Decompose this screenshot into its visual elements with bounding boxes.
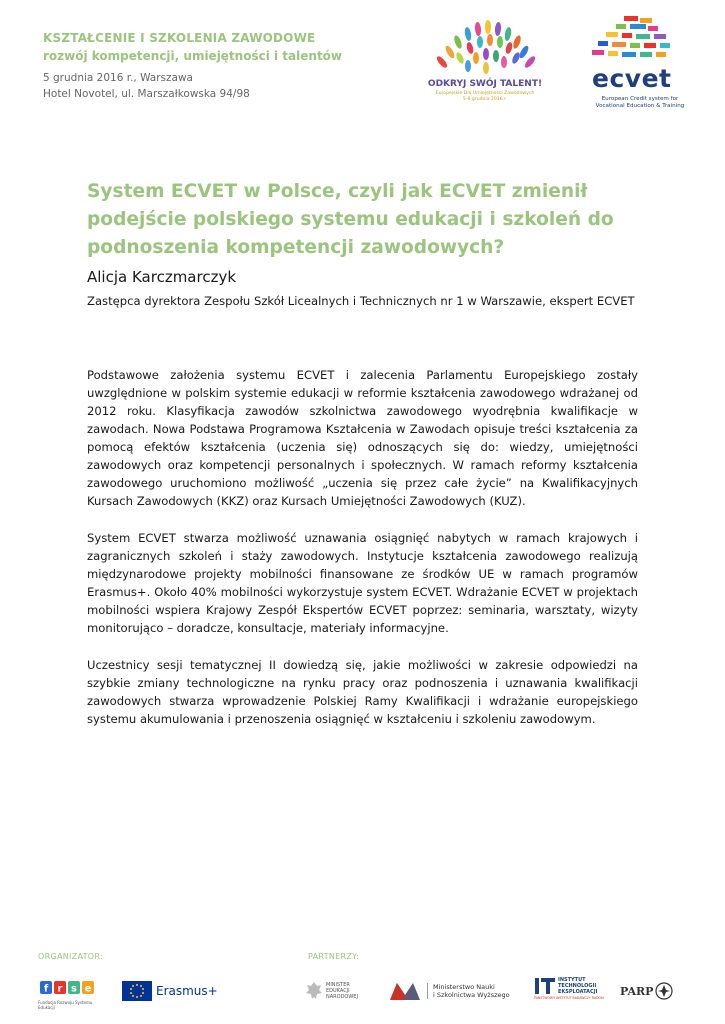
odkryj-logo-title: ODKRYJ SWÓJ TALENT! [427, 79, 543, 89]
event-date: 5 grudnia 2016 r., Warszawa [43, 72, 193, 84]
itee-line4: PAŃSTWOWY INSTYTUT BADAWCZY RADOM [534, 996, 604, 1000]
men-logo [305, 978, 373, 1004]
body-paragraph: Uczestnicy sesji tematycznej II dowiedzą się, jakie możliwości w zakresie odpowiedzi na szybkie zmiany technologiczne na rynku pracy oraz podnoszenia i uznawania kwalifikacji zawodowych stwarza wprowadzenie Polskiej Ramy Kwalifikacji i wdrażanie europejskiego systemu akumulowania i przenoszenia osiągnięć w kształceniu i szkoleniu zawodowym. [87, 658, 638, 726]
odkryj-logo-sub2: 5-9 grudnia 2016 r. [462, 97, 508, 102]
ecvet-logo-word: ecvet [592, 64, 672, 93]
men-logo-line1: MINISTER [326, 982, 350, 988]
men-logo-line2: EDUKACJI [326, 988, 350, 994]
parp-logo-text: PARP [620, 984, 654, 998]
mnisw-logo-line2: i Szkolnictwa Wyższego [433, 991, 510, 999]
itee-line1: INSTYTUT [558, 977, 586, 983]
partners-label: PARTNERZY: [308, 952, 360, 961]
svg-text:f: f [43, 983, 49, 995]
document-title: System ECVET w Polsce, czyli jak ECVET zmienił podejście polskiego systemu edukacji i szkoleń do podnoszenia kompetencji zawodowych? [87, 181, 614, 258]
mnisw-m-icon [389, 981, 421, 1001]
odkryj-logo-subtitle [420, 91, 550, 103]
leaf-cloud-icon [420, 18, 550, 80]
svg-text:e: e [84, 983, 92, 995]
frse-letters-icon [38, 978, 98, 996]
author-name: Alicja Karczmarczyk [87, 268, 237, 286]
men-logo-line3: NARODOWEJ [326, 994, 358, 1000]
event-subtitle: rozwój kompetencji, umiejętności i talentów [43, 49, 343, 63]
parp-logo [620, 980, 682, 1002]
erasmus-logo [122, 980, 232, 1002]
ecvet-logo-sub2: Vocational Education & Training [595, 103, 685, 109]
itee-emblem-icon [534, 976, 556, 996]
ecvet-tiles-icon [578, 14, 698, 66]
body-paragraph: Podstawowe założenia systemu ECVET i zalecenia Parlamentu Europejskiego zostały uwzględnione w polskim systemie edukacji w reformie kształcenia zawodowego wdrażanej od 2012 roku. Klasyfikacja zawodów szkolnictwa zawodowego wyodrębnia kwalifikacje w zawodach. Nowa Podstawa Programowa Kształcenia w Zawodach opisuje treści kształcenia za pomocą efektów kształcenia (uczenia się) odnoszących się do: wiedzy, umiejętności zawodowych oraz kompetencji personalnych i społecznych. W ramach reformy kształcenia zawodowego uruchomiono możliwość „uczenia się przez całe życie” na Kwalifikacyjnych Kursach Zawodowych (KKZ) oraz Kursach Umiejętności Zawodowych (KUZ). [87, 368, 638, 508]
odkryj-talent-logo [420, 18, 550, 113]
svg-text:s: s [71, 983, 77, 995]
event-header [43, 30, 342, 102]
mnisw-logo-line1: Ministerstwo Nauki [433, 983, 495, 991]
eu-flag-icon [122, 981, 152, 1001]
ecvet-logo-subtitle [580, 96, 700, 110]
eagle-emblem-icon [305, 980, 323, 1002]
event-venue: Hotel Novotel, ul. Marszałkowska 94/98 [43, 88, 250, 100]
odkryj-logo-sub1: Europejskie Dni Umiejętności Zawodowych [435, 91, 535, 96]
itee-line3: EKSPLOATACJI [558, 989, 598, 995]
author-affiliation: Zastępca dyrektora Zespołu Szkół Licealnych i Technicznych nr 1 w Warszawie, ekspert ECVET [87, 294, 635, 308]
itee-logo [534, 976, 604, 1004]
organizer-label: ORGANIZATOR: [38, 952, 103, 961]
body-paragraph: System ECVET stwarza możliwość uznawania osiągnięć nabytych w ramach krajowych i zagranicznych szkoleń i staży zawodowych. Instytucje kształcenia zawodowego realizują międzynarodowe projekty mobilności finansowane ze środków UE w ramach programów Erasmus+. Około 40% mobilności wykorzystuje system ECVET. Wdrażanie ECVET w projektach mobilności wspiera Krajowy Zespół Ekspertów ECVET poprzez: seminaria, warsztaty, wizyty monitorująco – doradcze, konsultacje, materiały informacyjne. [87, 531, 638, 635]
event-title: KSZTAŁCENIE I SZKOLENIA ZAWODOWE [43, 31, 316, 45]
svg-text:r: r [57, 983, 63, 995]
frse-logo [38, 978, 98, 1010]
frse-subtitle: Fundacja Rozwoju Systemu Edukacji [38, 1000, 93, 1010]
ecvet-logo-sub1: European Credit system for [601, 96, 679, 102]
ecvet-logo [578, 14, 698, 116]
mnisw-logo [389, 978, 519, 1004]
men-logo-text [326, 982, 358, 1000]
erasmus-logo-text: Erasmus+ [156, 984, 218, 998]
itee-line2: TECHNOLOGII [558, 983, 597, 989]
parp-emblem-icon [655, 982, 673, 1000]
itee-logo-text [558, 977, 597, 995]
document-body [87, 366, 638, 747]
mnisw-logo-text [427, 983, 510, 999]
